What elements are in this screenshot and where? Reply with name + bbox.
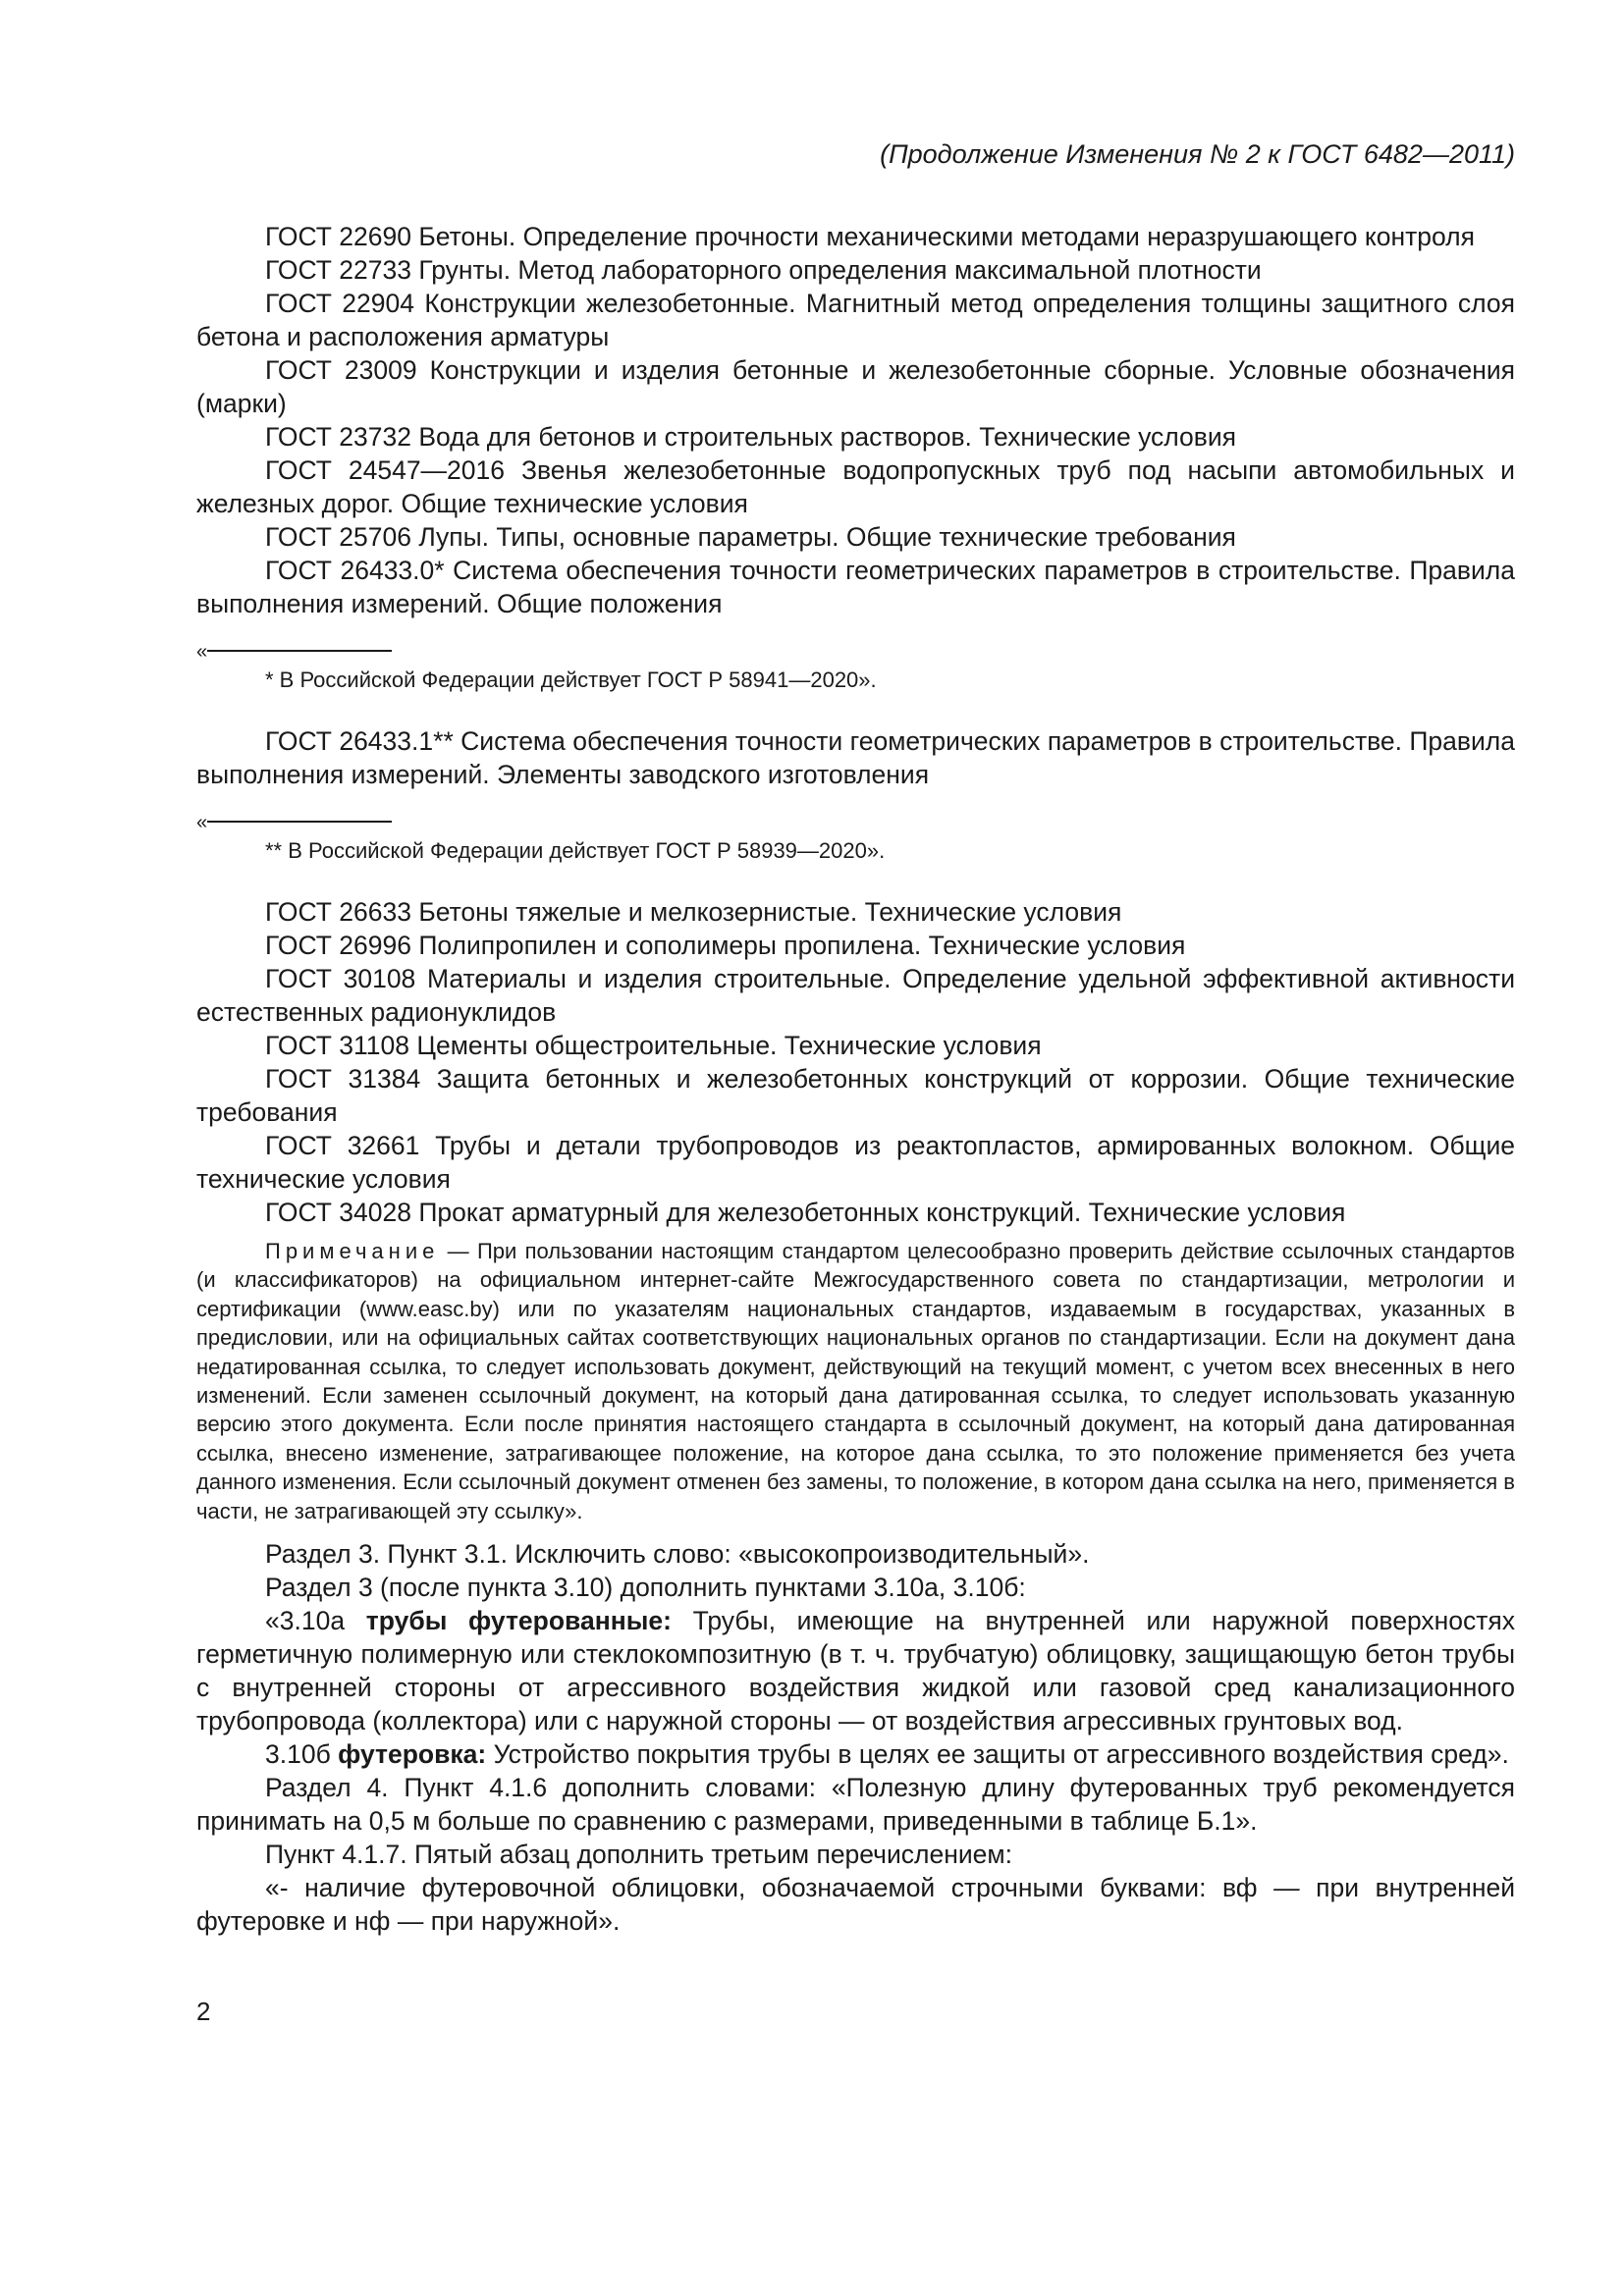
- ref-gost-30108: ГОСТ 30108 Материалы и изделия строительные. Определение удельной эффективной активности естественных радионуклидов: [196, 964, 1515, 1027]
- footnote-separator: [196, 813, 1515, 832]
- definition-number: «3.10а: [265, 1606, 366, 1636]
- footnote-2: ** В Российской Федерации действует ГОСТ Р 58939—2020».: [265, 838, 886, 863]
- footnote-separator: [196, 642, 1515, 662]
- ref-gost-26996: ГОСТ 26996 Полипропилен и сополимеры пропилена. Технические условия: [265, 931, 1186, 960]
- ref-gost-24547: ГОСТ 24547—2016 Звенья железобетонные водопропускных труб под насыпи автомобильных и железных дорог. Общие технические условия: [196, 455, 1515, 518]
- ref-gost-23009: ГОСТ 23009 Конструкции и изделия бетонные и железобетонные сборные. Условные обозначения (марки): [196, 355, 1515, 418]
- ref-gost-26433-0: ГОСТ 26433.0* Система обеспечения точности геометрических параметров в строительстве. Правила выполнения измерений. Общие положения: [196, 556, 1515, 618]
- page-header: (Продолжение Изменения № 2 к ГОСТ 6482—2011): [880, 139, 1515, 169]
- ref-gost-22904: ГОСТ 22904 Конструкции железобетонные. Магнитный метод определения толщины защитного слоя бетона и расположения арматуры: [196, 289, 1515, 351]
- ref-gost-34028: ГОСТ 34028 Прокат арматурный для железобетонных конструкций. Технические условия: [265, 1198, 1346, 1227]
- definition-number: 3.10б: [265, 1739, 339, 1770]
- footnote-1: * В Российской Федерации действует ГОСТ Р 58941—2020».: [265, 667, 877, 692]
- definition-text: Устройство покрытия трубы в целях ее защиты от агрессивного воздействия сред».: [486, 1739, 1509, 1770]
- document-body: [196, 220, 1515, 1938]
- footnote-rule-line: [207, 821, 392, 823]
- ref-gost-26433-1: ГОСТ 26433.1** Система обеспечения точности геометрических параметров в строительстве. Правила выполнения измерений. Элементы заводского изготовления: [196, 726, 1515, 789]
- ref-gost-23732: ГОСТ 23732 Вода для бетонов и строительных растворов. Технические условия: [265, 422, 1237, 452]
- definition-term: футеровка:: [338, 1739, 487, 1770]
- page-number: 2: [196, 1997, 211, 2026]
- footnote-quote-mark: «: [196, 812, 208, 833]
- footnote-quote-mark: «: [196, 641, 208, 663]
- ref-gost-32661: ГОСТ 32661 Трубы и детали трубопроводов из реактопластов, армированных волокном. Общие технические условия: [196, 1131, 1515, 1194]
- ref-gost-25706: ГОСТ 25706 Лупы. Типы, основные параметры. Общие технические требования: [265, 522, 1236, 552]
- change-section-3-item-3-1: Раздел 3. Пункт 3.1. Исключить слово: «высокопроизводительный».: [265, 1539, 1090, 1570]
- footnote-rule-line: [207, 650, 392, 652]
- note-label: Примечание: [265, 1239, 440, 1263]
- definition-term: трубы футерованные:: [365, 1606, 672, 1636]
- ref-gost-22690: ГОСТ 22690 Бетоны. Определение прочности механическими методами неразрушающего контроля: [265, 222, 1475, 251]
- change-section-3-addition: Раздел 3 (после пункта 3.10) дополнить пунктами 3.10а, 3.10б:: [265, 1573, 1026, 1603]
- note-paragraph: [196, 1237, 1515, 1525]
- definition-3-10b: [196, 1737, 1515, 1771]
- ref-gost-26633: ГОСТ 26633 Бетоны тяжелые и мелкозернистые. Технические условия: [265, 897, 1122, 927]
- change-item-4-1-7-listing: «- наличие футеровочной облицовки, обозначаемой строчными буквами: вф — при внутренней футеровке и нф — при наружной».: [196, 1873, 1515, 1937]
- change-item-4-1-7: Пункт 4.1.7. Пятый абзац дополнить третьим перечислением:: [265, 1840, 1012, 1870]
- definition-text: Трубы, имеющие на внутренней или наружной поверхностях герметичную полимерную или стеклокомпозитную (в т. ч. трубчатую) облицовку, защищающую бетон трубы с внутренней стороны от агрессивного воздействия жидкой или газовой сред канализационного трубопровода (коллектора) или с наружной стороны — от воздействия агрессивных грунтовых вод.: [196, 1606, 1515, 1736]
- definition-3-10a: [196, 1604, 1515, 1737]
- note-text: — При пользовании настоящим стандартом целесообразно проверить действие ссылочных стандартов (и классификаторов) на официальном интернет-сайте Межгосударственного совета по стандартизации, метрологии и сертификации (www.easc.by) или по указателям национальных стандартов, издаваемым в государствах, указанных в предисловии, или на официальных сайтах соответствующих национальных органов по стандартизации. Если на документ дана недатированная ссылка, то следует использовать документ, действующий на текущий момент, с учетом всех внесенных в него изменений. Если заменен ссылочный документ, на который дана датированная ссылка, то следует использовать указанную версию этого документа. Если после принятия настоящего стандарта в ссылочный документ, на который дана датированная ссылка, внесено изменение, затрагивающее положение, на которое дана ссылка, то это положение применяется без учета данного изменения. Если ссылочный документ отменен без замены, то положение, в котором дана ссылка на него, применяется в части, не затрагивающей эту ссылку».: [196, 1239, 1515, 1523]
- ref-gost-22733: ГОСТ 22733 Грунты. Метод лабораторного определения максимальной плотности: [265, 255, 1262, 285]
- change-section-4-item-4-1-6: Раздел 4. Пункт 4.1.6 дополнить словами: «Полезную длину футерованных труб рекомендуется принимать на 0,5 м больше по сравнению с размерами, приведенными в таблице Б.1».: [196, 1773, 1515, 1837]
- document-page: [196, 137, 1515, 1938]
- ref-gost-31384: ГОСТ 31384 Защита бетонных и железобетонных конструкций от коррозии. Общие технические требования: [196, 1064, 1515, 1127]
- ref-gost-31108: ГОСТ 31108 Цементы общестроительные. Технические условия: [265, 1031, 1042, 1060]
